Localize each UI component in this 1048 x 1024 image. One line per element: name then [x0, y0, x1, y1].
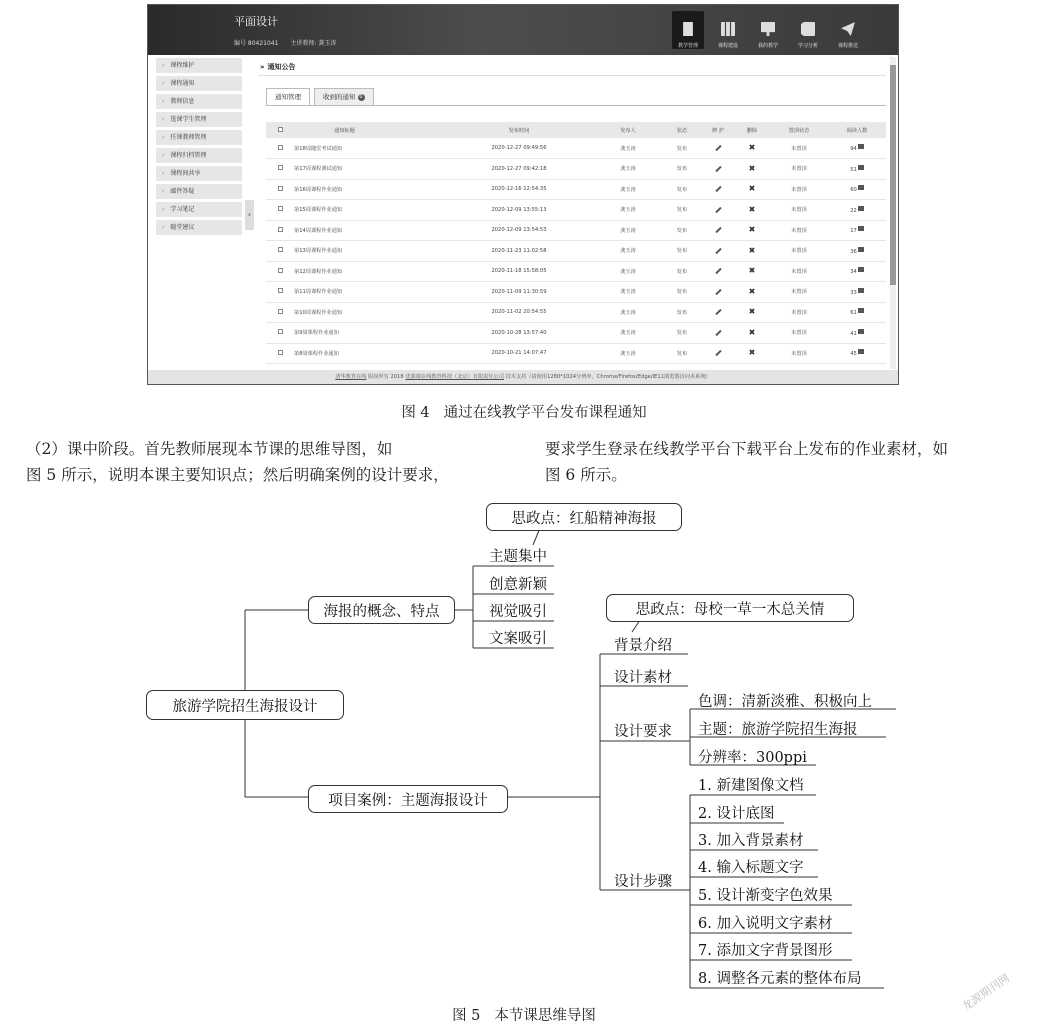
step-item: 7. 添加文字背景图形 — [698, 943, 833, 959]
figure4-caption: 图 4 通过在线教学平台发布课程通知 — [401, 405, 647, 421]
requirement-item: 主题：旅游学院招生海报 — [698, 722, 858, 738]
step-item: 3. 加入背景素材 — [698, 833, 804, 849]
tab-received-notices[interactable]: 收到的通知 0 — [314, 88, 374, 105]
pin-status: 未置顶 — [770, 302, 828, 323]
step-item: 1. 新建图像文档 — [698, 778, 804, 794]
publish-time: 2020-12-09 13:54:53 — [444, 220, 594, 241]
footer-note: 技术支持（请使用1280*1024分辨率，Chrome/Firefox/Edge/IE11浏览器访问本系统） — [505, 374, 711, 380]
read-count: 36 — [828, 241, 886, 262]
nav-course-push[interactable]: 课程推送 — [832, 11, 864, 49]
sidebar-item[interactable]: › 邮件答疑 — [156, 184, 242, 199]
node-background-intro: 背景介绍 — [614, 638, 672, 654]
node-design-requirements: 设计要求 — [614, 724, 672, 740]
sidebar-collapse-button[interactable]: ‹ — [245, 200, 254, 230]
branch1-item: 主题集中 — [489, 549, 547, 565]
notice-title[interactable]: 第13周课程作业通知 — [294, 241, 444, 262]
nav-my-teaching[interactable]: 我的教学 — [752, 11, 784, 49]
sidebar-item[interactable]: › 课程维护 — [156, 58, 242, 73]
read-count: 34 — [828, 261, 886, 282]
branch-project-case: 项目案例：主题海报设计 — [308, 785, 508, 813]
status: 发布 — [662, 220, 702, 241]
tab-notice-management[interactable]: 通知管理 — [266, 88, 310, 105]
publish-time: 2020-11-23 11:02:58 — [444, 241, 594, 262]
col-delete-header: 删除 — [734, 122, 770, 138]
status: 发布 — [662, 261, 702, 282]
chevron-right-icon: › — [162, 134, 165, 141]
read-count: 94 — [828, 138, 886, 159]
read-count: 22 — [828, 200, 886, 221]
col-status-header: 状态 — [662, 122, 702, 138]
footer-copyright: 版权所有 2018 — [368, 374, 404, 380]
branch-poster-concept: 海报的概念、特点 — [308, 596, 455, 624]
sidebar-item[interactable]: › 随堂建议 — [156, 220, 242, 235]
delete-icon: ✖ — [748, 184, 756, 194]
nav-learning-analysis[interactable]: 学习分析 — [792, 11, 824, 49]
read-count: 17 — [828, 220, 886, 241]
paragraph-left: （2）课中阶段。首先教师展现本节课的思维导图，如 图 5 所示，说明本课主要知识点；然后明确案例的设计要求， — [26, 440, 449, 484]
publisher: 龚玉涛 — [594, 302, 662, 323]
delete-icon: ✖ — [748, 204, 756, 214]
publisher: 龚玉涛 — [594, 179, 662, 200]
pin-status: 未置顶 — [770, 220, 828, 241]
delete-icon: ✖ — [748, 327, 756, 337]
publish-time: 2020-12-27 09:42:18 — [444, 159, 594, 180]
step-item: 5. 设计渐变字色效果 — [698, 888, 833, 904]
notice-title[interactable]: 第12周课程作业通知 — [294, 261, 444, 282]
pin-status: 未置顶 — [770, 282, 828, 303]
pin-status: 未置顶 — [770, 179, 828, 200]
chevron-right-icon: › — [162, 62, 165, 69]
node-design-material: 设计素材 — [614, 670, 672, 686]
status: 发布 — [662, 200, 702, 221]
col-title-header: 通知标题 — [294, 122, 444, 138]
publisher: 龚玉涛 — [594, 323, 662, 344]
notice-title[interactable]: 第15周课程作业通知 — [294, 200, 444, 221]
read-count: 33 — [828, 282, 886, 303]
pin-status: 未置顶 — [770, 241, 828, 262]
publish-time: 2020-11-09 11:30:59 — [444, 282, 594, 303]
chevron-right-icon: › — [162, 152, 165, 159]
read-count: 45 — [828, 343, 886, 364]
publisher: 龚玉涛 — [594, 343, 662, 364]
status: 发布 — [662, 323, 702, 344]
col-reads-header: 阅读人数 — [828, 122, 886, 138]
sidebar-item[interactable]: › 教师信息 — [156, 94, 242, 109]
delete-icon: ✖ — [748, 245, 756, 255]
publish-time: 2020-12-09 13:55:13 — [444, 200, 594, 221]
col-edit-header: 修 护 — [702, 122, 734, 138]
status: 发布 — [662, 241, 702, 262]
chevron-right-icon: › — [162, 98, 165, 105]
notice-title[interactable]: 第11周课程作业通知 — [294, 282, 444, 303]
pin-status: 未置顶 — [770, 138, 828, 159]
status: 发布 — [662, 159, 702, 180]
status: 发布 — [662, 343, 702, 364]
chevron-right-icon: › — [162, 188, 165, 195]
read-count: 61 — [828, 302, 886, 323]
pin-status: 未置顶 — [770, 159, 828, 180]
status: 发布 — [662, 138, 702, 159]
read-count: 51 — [828, 159, 886, 180]
status: 发布 — [662, 179, 702, 200]
sidebar-item[interactable]: › 课程间共享 — [156, 166, 242, 181]
notice-title[interactable]: 第9周课程作业通知 — [294, 323, 444, 344]
branch1-item: 创意新颖 — [489, 577, 547, 593]
publish-time: 2020-10-28 13:57:40 — [444, 323, 594, 344]
notice-title[interactable]: 第18周随堂考试通知 — [294, 138, 444, 159]
publish-time: 2020-11-18 15:58:05 — [444, 261, 594, 282]
delete-icon: ✖ — [748, 225, 756, 235]
nav-teaching-management[interactable]: 教学管理 — [672, 11, 704, 49]
read-count: 41 — [828, 323, 886, 344]
publish-time: 2020-11-02 20:54:55 — [444, 302, 594, 323]
chevron-right-icon: › — [162, 224, 165, 231]
publisher: 龚玉涛 — [594, 261, 662, 282]
watermark: 龙源期刊网 — [959, 971, 1013, 1014]
chevron-right-icon: › — [162, 116, 165, 123]
delete-icon: ✖ — [748, 266, 756, 276]
step-item: 6. 加入说明文字素材 — [698, 916, 833, 932]
footer-company-link[interactable]: 优慕课在线教育科技（北京）有限责任公司 — [405, 374, 504, 380]
unread-badge: 0 — [359, 94, 363, 100]
callout-ideology-alma-mater: 思政点：母校一草一木总关情 — [606, 594, 854, 622]
publisher: 龚玉涛 — [594, 138, 662, 159]
step-item: 2. 设计底图 — [698, 806, 775, 822]
delete-icon: ✖ — [748, 163, 756, 173]
publisher: 龚玉涛 — [594, 159, 662, 180]
step-item: 4. 输入标题文字 — [698, 860, 804, 876]
notice-title[interactable]: 第14周课程作业通知 — [294, 220, 444, 241]
status: 发布 — [662, 302, 702, 323]
delete-icon: ✖ — [748, 286, 756, 296]
branch1-item: 文案吸引 — [489, 631, 547, 647]
publisher: 龚玉涛 — [594, 282, 662, 303]
delete-icon: ✖ — [748, 143, 756, 152]
root-node: 旅游学院招生海报设计 — [146, 690, 344, 720]
figure5-caption: 图 5 本节课思维导图 — [452, 1008, 596, 1024]
publisher: 龚玉涛 — [594, 241, 662, 262]
node-design-steps: 设计步骤 — [614, 874, 672, 890]
pin-status: 未置顶 — [770, 323, 828, 344]
read-count: 60 — [828, 179, 886, 200]
delete-icon: ✖ — [748, 348, 756, 358]
delete-icon: ✖ — [748, 307, 756, 317]
notice-title[interactable]: 第16周课程作业通知 — [294, 179, 444, 200]
sidebar-item[interactable]: › 选课学生管理 — [156, 112, 242, 127]
footer-home-link[interactable]: 清华教育在线 — [335, 374, 367, 380]
section-marker: » — [260, 63, 265, 71]
app-title: 平面设计 — [234, 15, 278, 28]
paragraph-right: 要求学生登录在线教学平台下载平台上发布的作业素材，如 图 6 所示。 — [545, 440, 949, 484]
status: 发布 — [662, 282, 702, 303]
sidebar-item[interactable]: › 学习笔记 — [156, 202, 242, 217]
publisher: 龚玉涛 — [594, 200, 662, 221]
nav-course-building[interactable]: 课程建设 — [712, 11, 744, 49]
col-author-header: 发布人 — [594, 122, 662, 138]
sidebar-item[interactable]: › 课程通知 — [156, 76, 242, 91]
requirement-item: 色调：清新淡雅、积极向上 — [698, 694, 872, 710]
step-item: 8. 调整各元素的整体布局 — [698, 971, 862, 987]
branch1-item: 视觉吸引 — [489, 604, 547, 620]
section-title: » 通知公告 — [258, 58, 886, 76]
pin-status: 未置顶 — [770, 261, 828, 282]
publish-time: 2020-12-16 12:54:35 — [444, 179, 594, 200]
sidebar-item[interactable]: › 课程归档管理 — [156, 148, 242, 163]
notice-title[interactable]: 第10周课程作业通知 — [294, 302, 444, 323]
publish-time: 2020-10-21 14:07:47 — [444, 343, 594, 364]
chevron-right-icon: › — [162, 206, 165, 213]
pin-status: 未置顶 — [770, 343, 828, 364]
notice-title[interactable]: 第17周课程测试通知 — [294, 159, 444, 180]
notice-title[interactable]: 第8周课程作业通知 — [294, 343, 444, 364]
col-pin-header: 置顶状态 — [770, 122, 828, 138]
chevron-right-icon: › — [162, 170, 165, 177]
requirement-item: 分辨率：300ppi — [698, 750, 807, 766]
publish-time: 2020-12-27 09:49:56 — [444, 138, 594, 159]
teacher-name: 主讲教师: 龚玉涛 — [290, 40, 337, 47]
pin-status: 未置顶 — [770, 200, 828, 221]
publisher: 龚玉涛 — [594, 220, 662, 241]
callout-ideology-red-boat: 思政点：红船精神海报 — [486, 503, 682, 531]
chevron-right-icon: › — [162, 80, 165, 87]
course-code: 编号 80421041 — [234, 40, 279, 47]
sidebar-item[interactable]: › 任课教师管理 — [156, 130, 242, 145]
col-time-header: 发布时间 — [444, 122, 594, 138]
